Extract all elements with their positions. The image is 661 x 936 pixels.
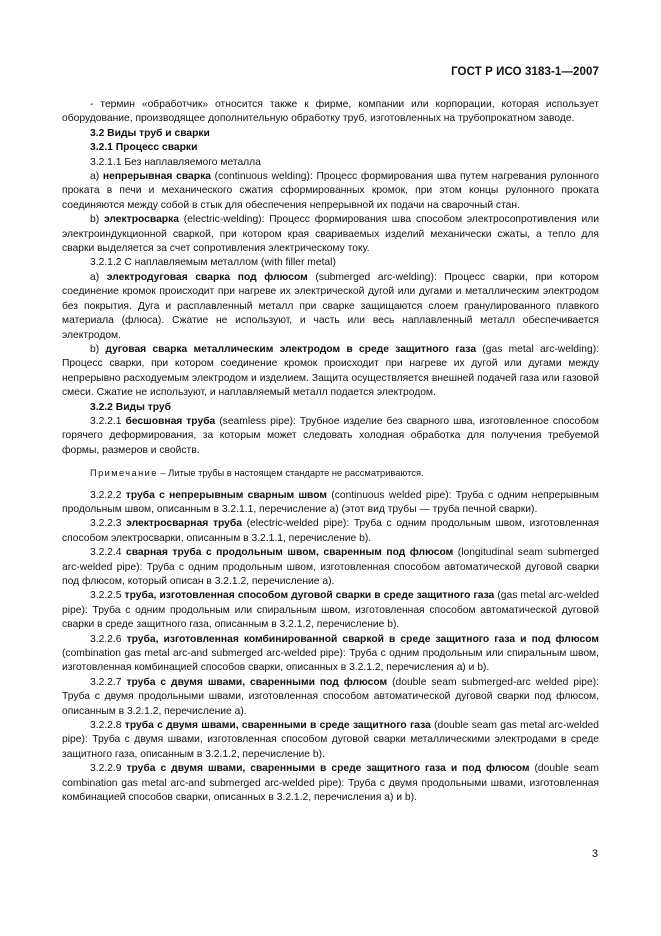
definition-electric-welded-pipe: 3.2.2.3 электросварная труба (electric-welded pipe): Труба с одним продольным швом, изготовленная способом электросварки, описанным в 3.2.1.1, перечисление b). [62,518,599,544]
section-heading-3-2: 3.2 Виды труб и сварки [90,127,210,139]
definition-double-seam-combination-pipe: 3.2.2.9 труба с двумя швами, сваренными в среде защитного газа и под флюсом (double seam combination gas metal arc-and submerged arc-welded pipe): Труба с двумя продольными швами, изготовленная комбинацией способов сварки, описанных в 3.2.1.2, перечисления а) и b). [62,763,599,804]
definition-double-seam-saw-pipe: 3.2.2.7 труба с двумя швами, сваренными под флюсом (double seam submerged-arc welded pipe): Труба с двумя продольными швами, изготовленная способом автоматической дуговой сварки под флюсом, описанным в 3.2.1.2, перечисление а). [62,676,599,717]
note-label: Примечание [90,468,158,479]
document-header: ГОСТ Р ИСО 3183-1—2007 [451,66,599,78]
page-number: 3 [591,848,598,860]
paragraph-processor-term: - термин «обработчик» относится также к фирме, компании или корпорации, которая использует оборудование, производящее дополнительную обработку труб, изготовленных на трубопрокатном заводе. [62,99,599,125]
definition-electric-welding: b) электросварка (electric-welding): Процесс формирования шва способом электросопротивления или электроиндукционной сваркой, при котором края свариваемых изделий механически сжаты, а тепло для сварки выделяется за счет сопротивления электрическому току. [62,214,599,255]
definition-gas-metal-arc-welded-pipe: 3.2.2.5 труба, изготовленная способом дуговой сварки в среде защитного газа (gas metal arc-welded pipe): Труба с одним продольным или спиральным швом, изготовленная способом автоматической дуговой сварки в среде защитного газа, описанным в 3.2.1.2, перечисление b). [62,590,599,631]
definition-longitudinal-saw-pipe: 3.2.2.4 сварная труба с продольным швом, сваренным под флюсом (longitudinal seam submerged arc-welded pipe): Труба с одним продольным швом, изготовленная способом автоматической дуговой сварки под флюсом, который описан в 3.2.1.2, перечисление а). [62,547,600,587]
section-heading-3-2-2: 3.2.2 Виды труб [90,401,172,413]
definition-gas-metal-arc-welding: b) дуговая сварка металлическим электродом в среде защитного газа (gas metal arc-welding): Процесс сварки, при котором соединение кромок происходит при нагреве их дугой или дугами между непрерывно расходуемым электродом и изделием. Защита осуществляется внешней подачей газа или газовой смеси. Сжатие не используют, и наплавляемый металл подается электродом. [62,343,599,399]
definition-continuous-welding: а) непрерывная сварка (continuous welding): Процесс формирования шва путем нагревания рулонного проката в печи и механического сжатия сформированных кромок, при этом концы рулонного проката соединяются между собой в стык для обеспечения непрерывной их подачи на сварочный стан. [62,171,599,211]
definition-continuous-welded-pipe: 3.2.2.2 труба с непрерывным сварным швом (continuous welded pipe): Труба с одним непрерывным продольным швом, описанным в 3.2.1.1, перечисление а) (этот вид трубы — труба печной сварки). [62,489,599,515]
subsection-3-2-1-2: 3.2.1.2 С наплавляемым металлом (with filler metal) [90,257,336,269]
definition-seamless-pipe: 3.2.2.1 бесшовная труба (seamless pipe): Трубное изделие без сварного шва, изготовленное способом горячего деформирования, за которым может следовать холодная обработка для получения требуемой формы, размеров и свойств. [62,415,599,456]
definition-double-seam-gma-pipe: 3.2.2.8 труба с двумя швами, сваренными в среде защитного газа (double seam gas metal arc-welded pipe): Труба с двумя швами, изготовленная способом дуговой сварки металлическими электродами в среде защитного газа, описанным в 3.2.1.2, перечисление b). [62,720,599,760]
note: Примечание – Литые трубы в настоящем стандарте не рассматриваются. [90,468,424,479]
definition-combination-welded-pipe: 3.2.2.6 труба, изготовленная комбинированной сваркой в среде защитного газа и под флюсом (combination gas metal arc-and submerged arc-welded pipe): Труба с одним продольным или спиральным швом, изготовленная комбинацией способов сварки, описанных в 3.2.1.2, перечисления а) и b). [62,633,599,674]
section-heading-3-2-1: 3.2.1 Процесс сварки [90,142,198,154]
definition-submerged-arc-welding: а) электродуговая сварка под флюсом (submerged arc-welding): Процесс сварки, при котором соединение кромок происходит при нагреве их электрической дугой или дугами и металлическим электродом без покрытия. Дуга и расплавленный металл при сварке защищаются слоем гранулированного плавкого материала (флюса). Сжатие не используют, и часть или весь наплавленный металл обеспечивается электродом. [62,271,599,341]
subsection-3-2-1-1: 3.2.1.1 Без наплавляемого металла [90,156,261,168]
document-body [62,98,599,806]
